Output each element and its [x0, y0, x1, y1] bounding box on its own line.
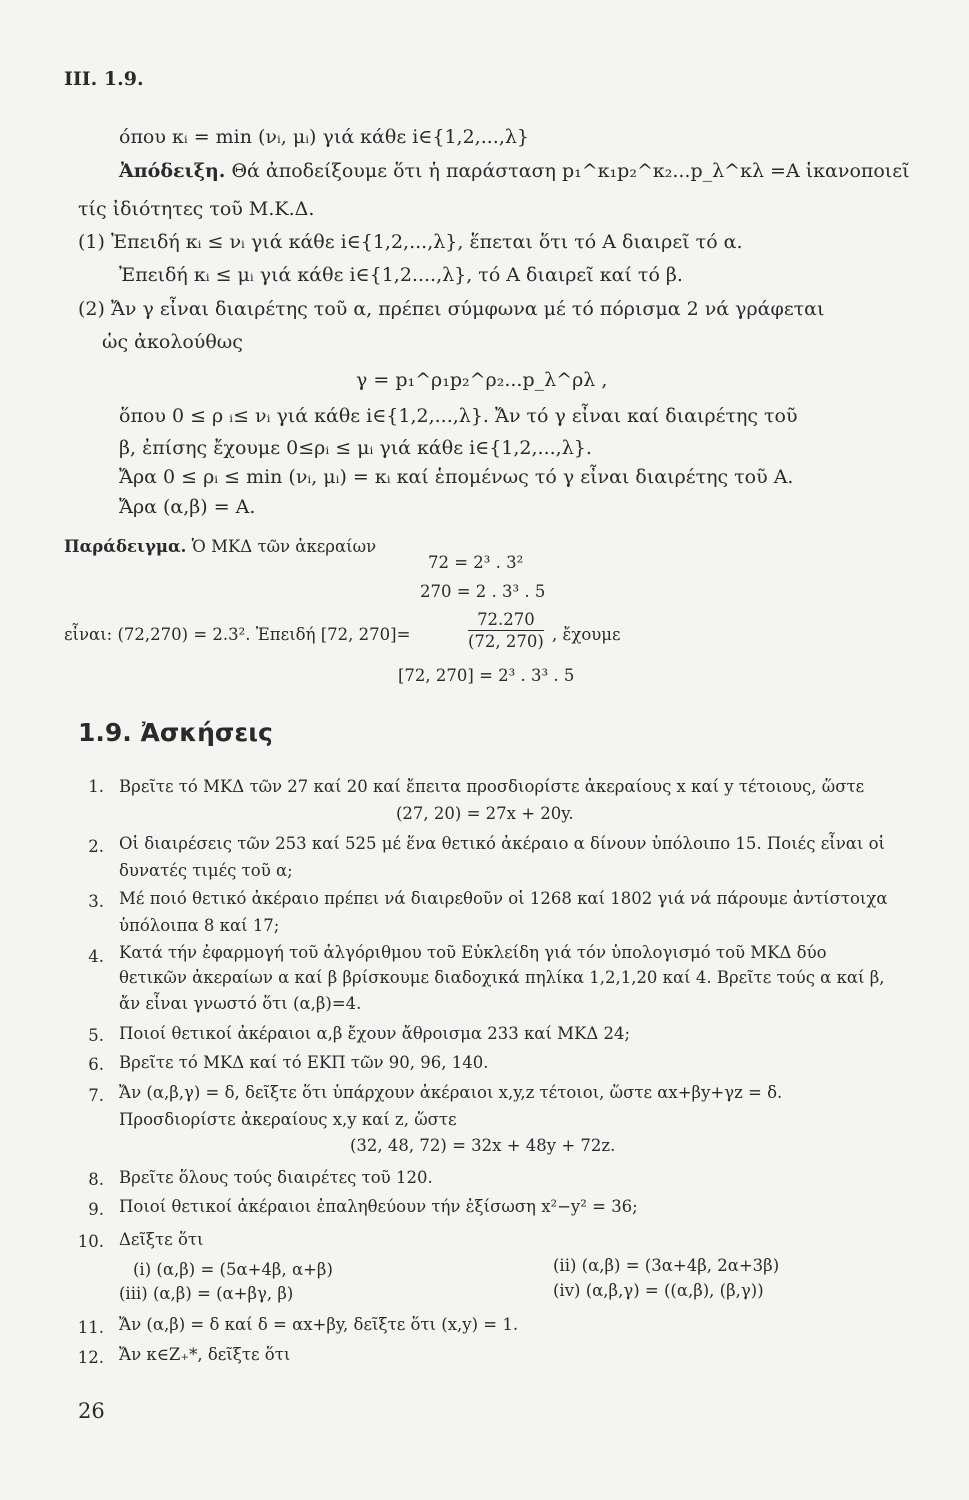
exercise-number: 5.	[88, 1026, 104, 1045]
exercise-number: 1.	[88, 777, 104, 796]
exercise-number: 11.	[77, 1318, 104, 1337]
exercise-text: Ἄν κ∈Z₊*, δεῖξτε ὅτι	[119, 1345, 291, 1364]
exercise-text: Ἄν (α,β,γ) = δ, δεῖξτε ὅτι ὑπάρχουν ἀκέραιοι x,y,z τέτοιοι, ὥστε αx+βy+γz = δ.	[119, 1083, 783, 1102]
example-gcd-line: εἶναι: (72,270) = 2.3². Ἐπειδή [72, 270]=	[64, 625, 411, 644]
exercise-text: Βρεῖτε ὅλους τούς διαιρέτες τοῦ 120.	[119, 1168, 433, 1187]
exercise-text: θετικῶν ἀκεραίων α καί β βρίσκουμε διαδοχικά πηλίκα 1,2,1,20 καί 4. Βρεῖτε τούς α καί β,	[119, 968, 885, 987]
exercise-number: 8.	[88, 1170, 104, 1189]
exercise-10-i: (i) (α,β) = (5α+4β, α+β)	[133, 1260, 333, 1279]
exercise-text: Βρεῖτε τό ΜΚΔ τῶν 27 καί 20 καί ἔπειτα προσδιορίστε ἀκεραίους x καί y τέτοιους, ὥστε	[119, 777, 865, 796]
line-step-1: (1) Ἐπειδή κᵢ ≤ νᵢ γιά κάθε i∈{1,2,...,λ}, ἕπεται ὅτι τό A διαιρεῖ τό α.	[78, 231, 743, 253]
exercise-text: Ποιοί θετικοί ἀκέραιοι ἐπαληθεύουν τήν ἐξίσωση x²−y² = 36;	[119, 1197, 638, 1216]
proof-statement: Θά ἀποδείξουμε ὅτι ἡ παράσταση p₁^κ₁p₂^κ₂...p_λ^κλ =A ἱκανοποιεῖ	[231, 160, 910, 182]
exercise-number: 2.	[88, 837, 104, 856]
line-step-2b: ὡς ἀκολούθως	[102, 331, 243, 353]
page-number: 26	[78, 1399, 105, 1423]
exercise-text: ὑπόλοιπα 8 καί 17;	[119, 916, 280, 935]
exercise-text: Κατά τήν ἐφαρμογή τοῦ ἀλγόριθμου τοῦ Εὐκλείδη γιά τόν ὑπολογισμό τοῦ ΜΚΔ δύο	[119, 943, 827, 962]
example-eq-270: 270 = 2 . 3³ . 5	[420, 582, 546, 601]
exercise-10-iii: (iii) (α,β) = (α+βγ, β)	[119, 1284, 294, 1303]
section-header: III. 1.9.	[64, 68, 144, 90]
example-lcm-result: [72, 270] = 2³ . 3³ . 5	[398, 666, 575, 685]
exercise-text: Μέ ποιό θετικό ἀκέραιο πρέπει νά διαιρεθοῦν οἱ 1268 καί 1802 γιά νά πάρουμε ἀντίστοιχα	[119, 889, 888, 908]
exercise-text: Ἄν (α,β) = δ καί δ = αx+βy, δεῖξτε ὅτι (x,y) = 1.	[119, 1315, 519, 1334]
exercise-number: 3.	[88, 892, 104, 911]
example-intro-text: Ὁ ΜΚΔ τῶν ἀκεραίων	[191, 537, 377, 556]
gamma-equation: γ = p₁^ρ₁p₂^ρ₂...p_λ^ρλ ,	[356, 369, 608, 391]
exercise-text: Δεῖξτε ὅτι	[119, 1230, 204, 1249]
proof-label: Ἀπόδειξη.	[119, 160, 226, 182]
line-kappa-def: όπου κᵢ = min (νᵢ, μᵢ) γιά κάθε i∈{1,2,...,λ}	[119, 126, 529, 148]
exercise-number: 10.	[77, 1232, 104, 1251]
exercise-equation: (32, 48, 72) = 32x + 48y + 72z.	[350, 1136, 616, 1155]
line-result: Ἄρα (α,β) = A.	[119, 496, 256, 518]
fraction-denominator: (72, 270)	[468, 632, 544, 651]
exercise-number: 7.	[88, 1086, 104, 1105]
example-eq-72: 72 = 2³ . 3²	[428, 553, 524, 572]
line-step-2: (2) Ἄν γ εἶναι διαιρέτης τοῦ α, πρέπει σύμφωνα μέ τό πόρισμα 2 νά γράφεται	[78, 298, 825, 320]
line-rho-beta: β, ἐπίσης ἔχουμε 0≤ρᵢ ≤ μᵢ γιά κάθε i∈{1,2,...,λ}.	[119, 437, 592, 459]
exercise-text: δυνατές τιμές τοῦ α;	[119, 861, 293, 880]
exercise-number: 12.	[77, 1348, 104, 1367]
exercise-equation: (27, 20) = 27x + 20y.	[396, 804, 574, 823]
lcm-fraction	[468, 610, 544, 651]
exercise-text: ἄν εἶναι γνωστό ὅτι (α,β)=4.	[119, 994, 362, 1013]
exercise-number: 4.	[88, 947, 104, 966]
exercise-text: Ποιοί θετικοί ἀκέραιοι α,β ἔχουν ἄθροισμα 233 καί ΜΚΔ 24;	[119, 1024, 631, 1043]
example-label: Παράδειγμα.	[64, 537, 187, 556]
exercise-number: 9.	[88, 1200, 104, 1219]
line-conclusion: Ἄρα 0 ≤ ρᵢ ≤ min (νᵢ, μᵢ) = κᵢ καί ἑπομένως τό γ εἶναι διαιρέτης τοῦ A.	[119, 466, 794, 488]
example-having: , ἔχουμε	[552, 625, 621, 644]
exercise-number: 6.	[88, 1055, 104, 1074]
line-rho-bound: ὅπου 0 ≤ ρ ᵢ≤ νᵢ γιά κάθε i∈{1,2,...,λ}. Ἄν τό γ εἶναι καί διαιρέτης τοῦ	[119, 405, 798, 427]
exercise-10-iv: (iv) (α,β,γ) = ((α,β), (β,γ))	[553, 1281, 764, 1300]
line-gcd-properties: τίς ἰδιότητες τοῦ Μ.Κ.Δ.	[78, 198, 315, 220]
fraction-numerator: 72.270	[468, 610, 544, 631]
proof-line	[119, 160, 910, 182]
exercise-10-ii: (ii) (α,β) = (3α+4β, 2α+3β)	[553, 1256, 780, 1275]
line-step-1b: Ἐπειδή κᵢ ≤ μᵢ γιά κάθε i∈{1,2....,λ}, τό A διαιρεῖ καί τό β.	[119, 264, 683, 286]
exercises-title: 1.9. Ἀσκήσεις	[78, 718, 273, 747]
example-intro	[64, 537, 376, 556]
exercise-text: Βρεῖτε τό ΜΚΔ καί τό ΕΚΠ τῶν 90, 96, 140.	[119, 1053, 489, 1072]
exercise-text: Οἱ διαιρέσεις τῶν 253 καί 525 μέ ἕνα θετικό ἀκέραιο α δίνουν ὑπόλοιπο 15. Ποιές εἶναι οἱ	[119, 834, 886, 853]
exercise-text: Προσδιορίστε ἀκεραίους x,y καί z, ὥστε	[119, 1110, 457, 1129]
